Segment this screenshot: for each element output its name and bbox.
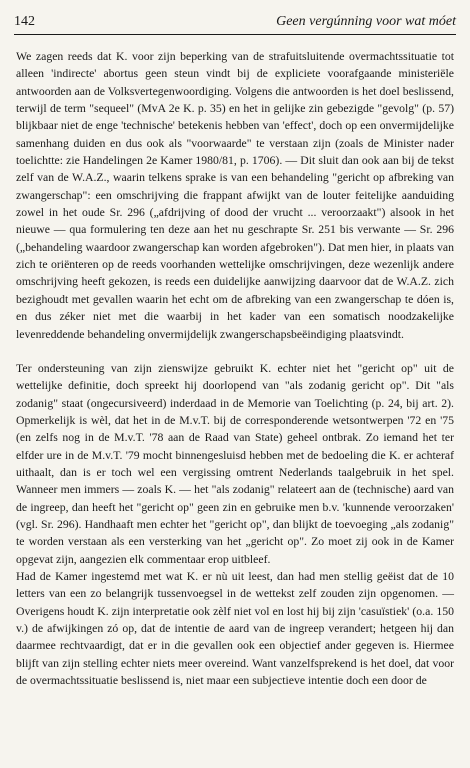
paragraph-2: Ter ondersteuning van zijn zienswijze gebruikt K. echter niet het "gericht op" uit de wettelijke definitie, doch spreekt hij doorlopend van "als zodanig gericht op". Dit "als zodanig" staat (ongecursiveerd) inderdaad in de Memorie van Toelichting (p. 24, bij art. 2). Opmerkelijk is wèl, dat het in de M.v.T. bij de corresponderende wetsontwerpen '72 en '75 (en zelfs nog in de M.v.T. '78 aan de Raad van State) geheel ontbrak. Zo iemand het ter elfder ure in de M.v.T. '79 mocht binnengesluisd hebben met de bedoeling die K. er achteraf uithaalt, dan is er toch wel een vergissing omtrent Nederlands taalgebruik in het spel. Wanneer men immers — zoals K. — het "als zodanig" relateert aan de (technische) aard van de ingreep, dan heeft het "gericht op" geen zin en gebruike men b.v. 'kunnende veroorzaken' (vgl. Sr. 296). Handhaaft men echter het "gericht op", dan blijkt de toevoeging „als zodanig" te worden verstaan als een versterking van het „gericht op". Zo moet zij ook in de Kamer opgevat zijn, aangezien elk commentaar erop uitbleef. xyxy=(16,361,454,566)
paragraph-3: Had de Kamer ingestemd met wat K. er nù uit leest, dan had men stellig geëist dat de 10 letters van een zo belangrijk tussenvoegsel in de wettekst zelf zouden zijn opgenomen. — Overigens houdt K. zijn interpretatie ook zèlf niet vol en lost hij bij zijn 'casuïstiek' (o.a. 150 v.) de afwijkingen zó op, dat de intentie de aard van de ingreep verandert; hetgeen hij dan daarmee rechtvaardigt, dat er in die gevallen ook een objectief ander gegeven is. Hiermee blijft van zijn stelling echter niets meer overeind. Want vanzelfsprekend is het doel, dat voor de overmachtssituatie beslissend is, niet maar een subjectieve intentie doch een door de xyxy=(16,569,454,688)
page-header xyxy=(14,14,456,35)
paragraph-1: We zagen reeds dat K. voor zijn beperking van de strafuitsluitende overmachtssituatie tot alleen 'indirecte' abortus geen steun vindt bij de expliciete voorafgaande ministeriële antwoorden aan de Volksvertegenwoordiging. Volgens die antwoorden is het doel beslissend, terwijl de term "sequeel" (MvA 2e K. p. 35) en het in gelijke zin gebezigde "gevolg" (p. 57) blijkbaar niet de enge 'technische' betekenis hebben van 'effect', doch op een onvermijdelijke samenhang duiden en dus ook als "voorwaarde" te verstaan zijn (zoals de Minister nader toelichtte: zie Handelingen 2e Kamer 1980/81, p. 1706). — Dit sluit dan ook aan bij de tekst zelf van de W.A.Z., waarin telkens sprake is van een behandeling "gericht op afbreking van zwangerschap": een omschrijving die frappant afwijkt van de louter feitelijke aanduiding zowel in het oude Sr. 296 („afdrijving of dood der vrucht ... veroorzaakt") alsook in het nieuwe — qua formulering ten deze aan het nu geschrapte Sr. 251 bis verwante — Sr. 296 („behandeling waardoor zwangerschap kan worden afgebroken"). Dat men hier, in plaats van zich te oriënteren op de reeds voorhanden wettelijke omschrijvingen, deze wezenlijk andere omschrijving heeft gekozen, is reeds een duidelijke aanwijzing daarvoor dat de W.A.Z. zich bezighoudt met gevallen waarin het echt om de afbreking van een zwangerschap te dóen is, en dus zéker niet met die waarbij in het kader van een somatisch noodzakelijke levenreddende behandeling onvermijdelijk zwangerschapsbeëindiging plaatsvindt. xyxy=(16,50,454,341)
page-number: 142 xyxy=(14,14,35,29)
body-text xyxy=(16,48,454,689)
running-title: Geen vergúnning voor wat móet xyxy=(276,14,456,29)
